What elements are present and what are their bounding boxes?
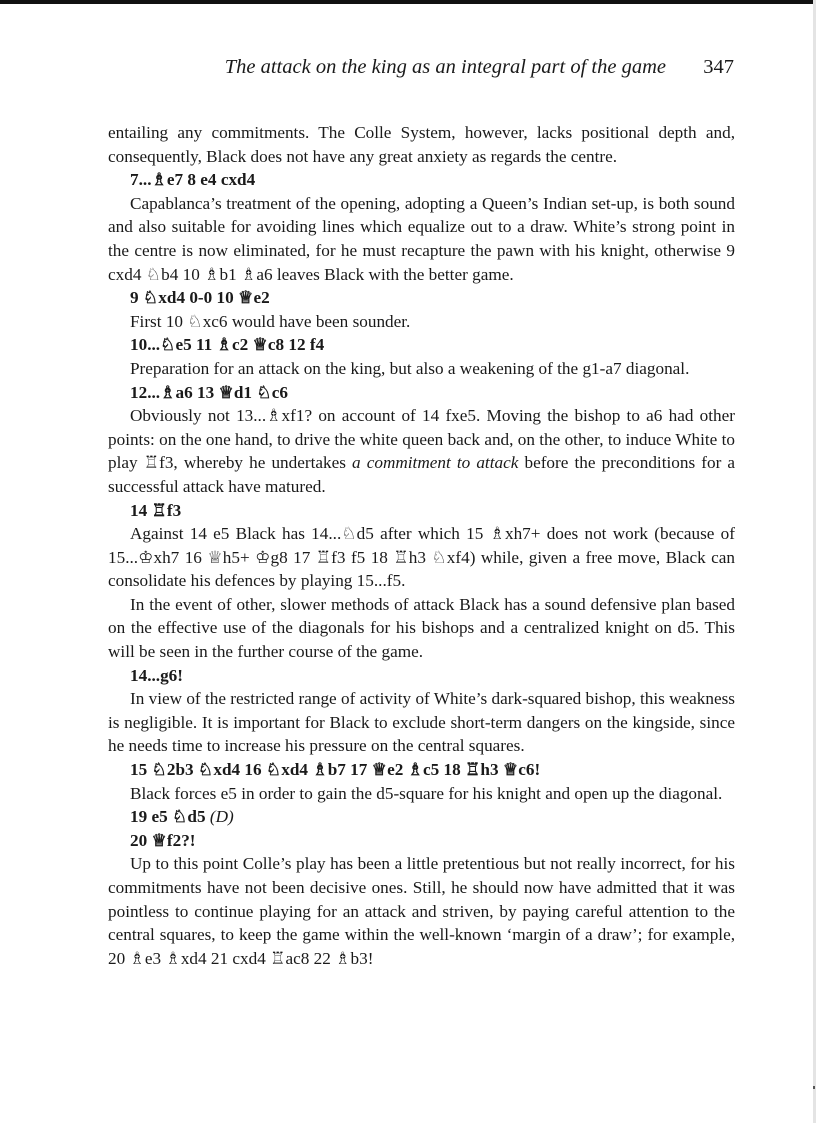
page-number: 347 [703, 56, 734, 78]
paragraph: Black forces e5 in order to gain the d5-square for his knight and open up the diagonal. [130, 783, 723, 803]
page-header [108, 52, 734, 82]
running-title: The attack on the king as an integral part of the game [224, 56, 666, 78]
move-line: 10...♘e5 11 ♗c2 ♕c8 12 f4 [130, 335, 325, 355]
move-line: 14 ♖f3 [130, 500, 182, 520]
paragraph: Against 14 e5 Black has 14...♘d5 after which 15 ♗xh7+ does not work (because of 15...♔xh7 16 ♕h5+ ♔g8 17 ♖f3 f5 18 ♖h3 ♘xf4) while, given a free move, Black can consolidate his defences by playing 15...f5. [108, 524, 735, 591]
page-top-border [0, 0, 816, 4]
move-text: 19 e5 ♘d5 [130, 807, 206, 827]
paragraph: In view of the restricted range of activity of White’s dark-squared bishop, this weakness is negligible. It is important for Black to exclude short-term dangers on the kingside, since he needs time to increase his pressure on the central squares. [108, 689, 735, 756]
paragraph [108, 404, 735, 498]
paragraph: entailing any commitments. The Colle System, however, lacks positional depth and, consequently, Black does not have any great anxiety as regards the centre. [108, 123, 735, 166]
paragraph: First 10 ♘xc6 would have been sounder. [130, 311, 411, 331]
move-line: 7...♗e7 8 e4 cxd4 [130, 170, 256, 190]
move-line: 15 ♘2b3 ♘xd4 16 ♘xd4 ♗b7 17 ♕e2 ♗c5 18 ♖h3 ♕c6! [130, 760, 541, 780]
body-text [108, 121, 735, 970]
paragraph: In the event of other, slower methods of attack Black has a sound defensive plan based on the effective use of the diagonals for his bishops and a centralized knight on d5. This will be seen in the further course of the game. [108, 594, 735, 662]
edge-mark [813, 1086, 815, 1089]
paragraph-text: before the preconditions for a successful attack have matured. [108, 453, 736, 496]
move-line: 9 ♘xd4 0-0 10 ♕e2 [130, 288, 270, 308]
move-line [108, 805, 735, 829]
move-line: 12...♗a6 13 ♕d1 ♘c6 [130, 382, 288, 402]
paragraph-text: Obviously not 13...♗xf1? on account of 14 fxe5. Moving the bishop to a6 had other points: on the one hand, to drive the white queen back and, on the other, to induce White to play ♖f3, whereby he undertakes [108, 406, 735, 473]
paragraph: Capablanca’s treatment of the opening, adopting a Queen’s Indian set-up, is both sound and also suitable for avoiding lines which equalize out to a draw. White’s strong point in the centre is now eliminated, for he must recapture the pawn with his knight, otherwise 9 cxd4 ♘b4 10 ♗b1 ♗a6 leaves Black with the better game. [108, 193, 735, 284]
diagram-reference: (D) [209, 807, 234, 827]
emphasis-text: a commitment to attack [352, 453, 519, 473]
paragraph: Preparation for an attack on the king, but also a weakening of the g1-a7 diagonal. [130, 358, 690, 378]
move-line: 14...g6! [130, 665, 183, 685]
move-line: 20 ♕f2?! [130, 830, 196, 850]
paragraph: Up to this point Colle’s play has been a little pretentious but not really incorrect, for his commitments have not been decisive ones. Still, he should now have admitted that it was pointless to continue playing for an attack and striven, by paying careful attention to the central squares, to keep the game within the well-known ‘margin of a draw’; for example, 20 ♗e3 ♗xd4 21 cxd4 ♖ac8 22 ♗b3! [108, 854, 735, 968]
